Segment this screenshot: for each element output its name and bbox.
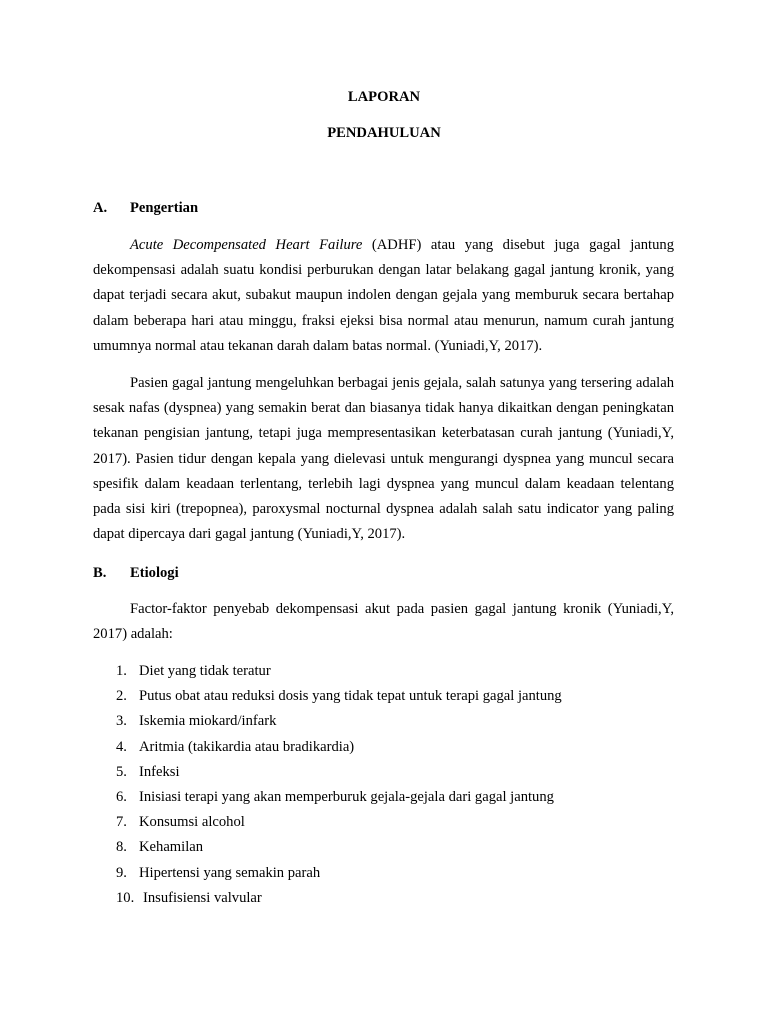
document-subtitle: PENDAHULUAN xyxy=(327,125,441,141)
list-item-number: 3. xyxy=(116,713,127,730)
section-a-letter: A. xyxy=(93,200,108,216)
list-item-number: 6. xyxy=(116,788,127,805)
list-item-text: Insufisiensi valvular xyxy=(143,889,262,906)
section-a-heading xyxy=(93,199,198,217)
paragraph-1-text: (ADHF) atau yang disebut juga gagal jantung dekompensasi adalah suatu kondisi perburukan dengan latar belakang gagal jantung kronik, yang dapat terjadi secara akut, subakut maupun indolen dengan gejala yang memburuk secara bertahap dalam beberapa hari atau minggu, fraksi ejeksi bisa normal atau menurun, namum curah jantung umumnya normal atau tekanan darah dalam batas normal. (Yuniadi,Y, 2017). xyxy=(93,237,674,354)
list-item-number: 2. xyxy=(116,688,127,705)
list-item xyxy=(116,835,562,860)
list-item-number: 5. xyxy=(116,763,127,780)
list-item xyxy=(116,760,562,785)
list-item-number: 9. xyxy=(116,864,127,881)
list-item xyxy=(116,785,562,810)
section-b-letter: B. xyxy=(93,565,107,581)
list-item-text: Putus obat atau reduksi dosis yang tidak tepat untuk terapi gagal jantung xyxy=(139,688,562,705)
list-item-text: Inisiasi terapi yang akan memperburuk gejala-gejala dari gagal jantung xyxy=(139,788,554,805)
section-a-title: Pengertian xyxy=(130,200,199,216)
list-item-number: 1. xyxy=(116,663,127,679)
section-b-heading xyxy=(93,564,179,582)
list-item-text: Diet yang tidak teratur xyxy=(139,663,271,679)
list-item xyxy=(116,684,562,709)
list-item xyxy=(116,886,562,911)
list-item xyxy=(116,659,562,684)
adhf-term: Acute Decompensated Heart Failure xyxy=(130,237,363,253)
list-item-text: Hipertensi yang semakin parah xyxy=(139,864,321,881)
list-item xyxy=(116,735,562,760)
list-item-text: Infeksi xyxy=(139,763,180,780)
list-item-number: 10. xyxy=(116,889,135,906)
section-b-intro: Factor-faktor penyebab dekompensasi akut pada pasien gagal jantung kronik (Yuniadi,Y, 2017) adalah: xyxy=(93,601,674,643)
list-item-number: 4. xyxy=(116,738,127,755)
list-item-text: Konsumsi alcohol xyxy=(139,814,245,831)
list-item-text: Aritmia (takikardia atau bradikardia) xyxy=(139,738,355,755)
list-item xyxy=(116,810,562,835)
section-b-title: Etiologi xyxy=(130,565,179,581)
list-item-text: Iskemia miokard/infark xyxy=(139,713,277,730)
section-a-paragraph-2: Pasien gagal jantung mengeluhkan berbagai jenis gejala, salah satunya yang tersering adalah sesak nafas (dyspnea) yang semakin berat dan biasanya tidak hanya dikaitkan dengan peningkatan tekanan pengisian jantung, tetapi juga mempresentasikan keterbatasan curah jantung (Yuniadi,Y, 2017). Pasien tidur dengan kepala yang dielevasi untuk mengurangi dyspnea yang muncul secara spesifik dalam keadaan terlentang, terlebih lagi dyspnea yang muncul dalam keadaan telentang pada sisi kiri (trepopnea), paroxysmal nocturnal dyspnea adalah salah satu indicator yang paling dapat dipercaya dari gagal jantung (Yuniadi,Y, 2017). xyxy=(93,375,674,543)
document-title: LAPORAN xyxy=(347,89,421,105)
etiology-list xyxy=(116,659,562,911)
list-item xyxy=(116,861,562,886)
section-a-paragraph-1 xyxy=(93,233,674,359)
list-item xyxy=(116,709,562,734)
list-item-number: 7. xyxy=(116,814,127,831)
list-item-number: 8. xyxy=(116,839,127,856)
list-item-text: Kehamilan xyxy=(139,839,204,856)
